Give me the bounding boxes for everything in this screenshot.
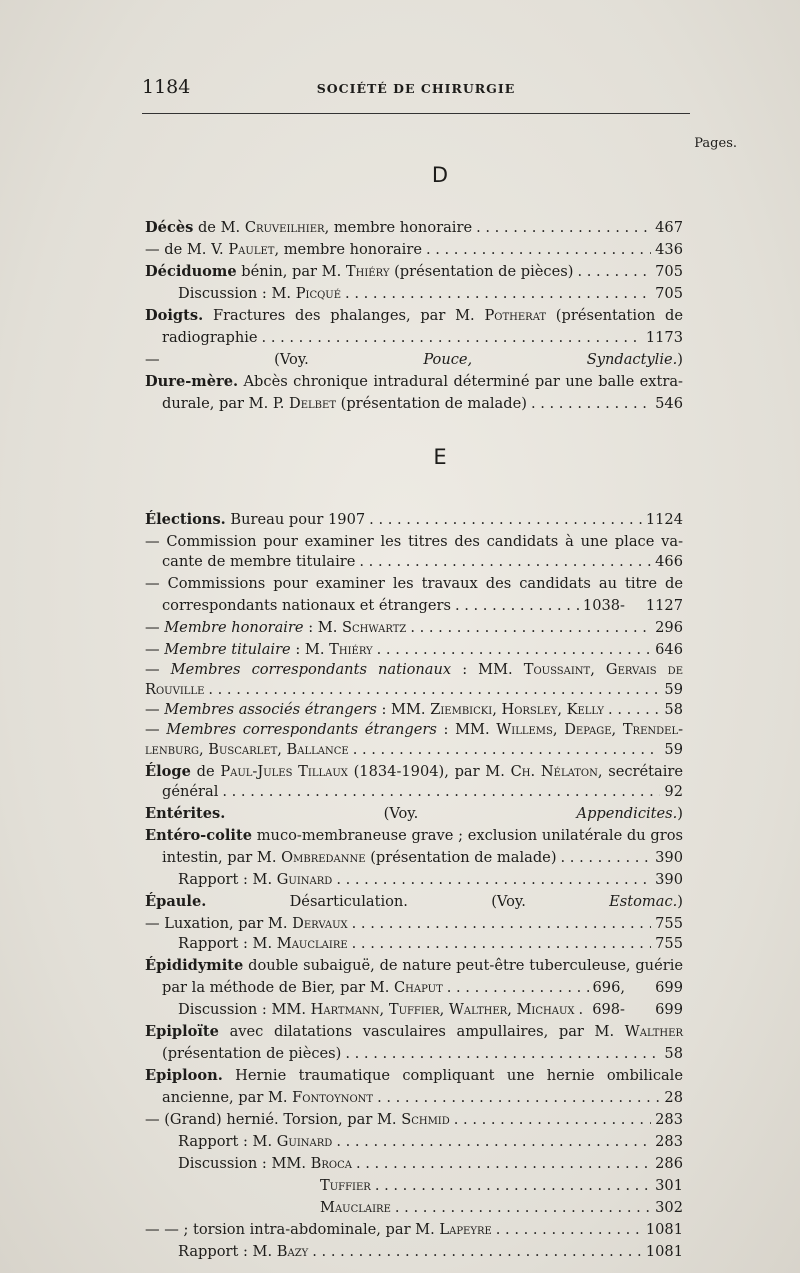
- entry-text: correspondants nationaux et étrangers: [162, 597, 451, 614]
- entry-text: ancienne, par M. Fontoynont: [162, 1089, 374, 1106]
- index-entry-line: [145, 574, 683, 594]
- dot-leader: [353, 740, 661, 760]
- entry-text: — Membre honoraire : M. Schwartz: [145, 619, 407, 636]
- page-number: 1184: [142, 76, 191, 98]
- entry-text: — (Voy. Pouce, Syndactylie.): [145, 351, 683, 368]
- dot-leader: [369, 510, 642, 530]
- index-entry-line: [162, 978, 683, 998]
- index-entry-line: [162, 1088, 683, 1108]
- entry-text: Tuffier: [320, 1177, 371, 1194]
- index-entry-line: [145, 762, 683, 782]
- entry-page-number: 698-: [592, 1001, 625, 1018]
- index-entry-line: [145, 1022, 683, 1042]
- entry-page-number: 1081: [645, 1243, 683, 1260]
- index-entry-line: [145, 826, 683, 846]
- entry-page-number: 1038-: [582, 597, 625, 614]
- dot-leader: [345, 1044, 660, 1064]
- entry-page-number: 28: [664, 1089, 683, 1106]
- index-entry-line: [162, 552, 683, 572]
- entry-text: cante de membre titulaire: [162, 553, 356, 570]
- dot-leader: [579, 1000, 589, 1020]
- dot-leader: [455, 596, 579, 616]
- entry-text: général: [162, 783, 219, 800]
- entry-text: Discussion : MM. Hartmann, Tuffier, Walther, Michaux: [178, 1001, 575, 1018]
- entry-text: Mauclaire: [320, 1199, 391, 1216]
- dot-leader: [561, 848, 652, 868]
- entry-page-number: 301: [655, 1177, 683, 1194]
- index-entry-line: [145, 1110, 683, 1130]
- pages-column-label: Pages.: [694, 136, 737, 151]
- entry-text: lenburg, Buscarlet, Ballance: [145, 741, 349, 758]
- entry-page-number: 755: [655, 915, 683, 932]
- index-entry-line: [145, 740, 683, 760]
- index-entry-line: [162, 596, 683, 616]
- dot-leader: [352, 914, 652, 934]
- entry-page-number: 286: [655, 1155, 683, 1172]
- entry-text: — Membre titulaire : M. Thiéry: [145, 641, 373, 658]
- entry-text: intestin, par M. Ombredanne (présentation de malade): [162, 849, 557, 866]
- index-entry-line: [145, 618, 683, 638]
- entry-text: — de M. V. Paulet, membre honoraire: [145, 241, 422, 258]
- dot-leader: [345, 284, 651, 304]
- entry-page-number: 755: [655, 935, 683, 952]
- index-entry-line: [145, 372, 683, 392]
- index-entry-line: [145, 892, 683, 912]
- entry-page-number-secondary: 699: [655, 979, 683, 996]
- entry-page-number: 1173: [645, 329, 683, 346]
- index-entry-line: [145, 262, 683, 282]
- entry-text: — (Grand) hernié. Torsion, par M. Schmid: [145, 1111, 450, 1128]
- dot-leader: [454, 1110, 651, 1130]
- entry-text: — Commission pour examiner les titres des candidats à une place va-: [145, 533, 683, 550]
- entry-text: Éloge de Paul-Jules Tillaux (1834-1904), par M. Ch. Nélaton, secrétaire: [145, 763, 683, 780]
- entry-page-number: 1124: [645, 511, 683, 528]
- index-entry-line: [145, 804, 683, 824]
- entry-page-number: 59: [664, 741, 683, 758]
- entry-text: radiographie: [162, 329, 258, 346]
- entry-page-number: 302: [655, 1199, 683, 1216]
- index-entry-line: [145, 956, 683, 976]
- entry-text: Déciduome bénin, par M. Thiéry (présentation de pièces): [145, 263, 574, 280]
- entry-text: Épaule. Désarticulation. (Voy. Estomac.): [145, 893, 683, 910]
- entry-page-number: 92: [664, 783, 683, 800]
- running-head: [142, 76, 690, 102]
- index-entry-line: [145, 350, 683, 370]
- dot-leader: [608, 700, 660, 720]
- entry-text: — Membres correspondants nationaux : MM. Toussaint, Gervais de: [145, 661, 683, 678]
- index-entry-line: [145, 680, 683, 700]
- index-entry-line: [145, 914, 683, 934]
- dot-leader: [577, 262, 651, 282]
- dot-leader: [336, 870, 651, 890]
- entry-page-number: 59: [664, 681, 683, 698]
- dot-leader: [496, 1220, 642, 1240]
- entry-text: Epiploïte avec dilatations vasculaires ampullaires, par M. Walther: [145, 1023, 683, 1040]
- dot-leader: [356, 1154, 651, 1174]
- entry-text: Entérites. (Voy. Appendicites.): [145, 805, 683, 822]
- index-entry-line: [145, 218, 683, 238]
- index-entry-line: [178, 870, 683, 890]
- entry-text: (présentation de pièces): [162, 1045, 342, 1062]
- dot-leader: [262, 328, 642, 348]
- header-rule: [142, 113, 690, 114]
- entry-text: Rouville: [145, 681, 205, 698]
- journal-title: SOCIÉTÉ DE CHIRURGIE: [316, 81, 516, 96]
- entry-text: Discussion : M. Picqué: [178, 285, 342, 302]
- dot-leader: [208, 680, 660, 700]
- entry-page-number: 696,: [592, 979, 625, 996]
- entry-page-number: 296: [655, 619, 683, 636]
- entry-text: Rapport : M. Mauclaire: [178, 935, 348, 952]
- section-letter-e: E: [433, 445, 447, 469]
- entry-text: durale, par M. P. Delbet (présentation de malade): [162, 395, 527, 412]
- entry-text: — Luxation, par M. Dervaux: [145, 915, 348, 932]
- index-entry-line: [145, 510, 683, 530]
- dot-leader: [312, 1242, 642, 1262]
- index-entry-line: [320, 1176, 683, 1196]
- dot-leader: [531, 394, 651, 414]
- dot-leader: [426, 240, 651, 260]
- entry-page-number-secondary: 699: [655, 1001, 683, 1018]
- index-entry-line: [145, 306, 683, 326]
- entry-page-number: 705: [655, 263, 683, 280]
- dot-leader: [395, 1198, 651, 1218]
- index-entry-line: [145, 640, 683, 660]
- index-entry-line: [178, 1000, 683, 1020]
- entry-text: — — ; torsion intra-abdominale, par M. Lapeyre: [145, 1221, 492, 1238]
- dot-leader: [476, 218, 651, 238]
- entry-page-number: 546: [655, 395, 683, 412]
- entry-text: Dure-mère. Abcès chronique intradural déterminé par une balle extra-: [145, 373, 683, 390]
- index-entry-line: [162, 328, 683, 348]
- entry-page-number-secondary: 1127: [645, 597, 683, 614]
- index-entry-line: [178, 934, 683, 954]
- entry-text: Rapport : M. Bazy: [178, 1243, 309, 1260]
- index-entry-line: [145, 1066, 683, 1086]
- entry-text: Épididymite double subaiguë, de nature peut-être tuberculeuse, guérie: [145, 957, 683, 974]
- index-entry-line: [145, 1220, 683, 1240]
- entry-text: Élections. Bureau pour 1907: [145, 511, 366, 528]
- entry-page-number: 1081: [645, 1221, 683, 1238]
- entry-page-number: 58: [664, 1045, 683, 1062]
- entry-text: Décès de M. Cruveilhier, membre honoraire: [145, 219, 473, 236]
- entry-page-number: 283: [655, 1133, 683, 1150]
- entry-text: Entéro-colite muco-membraneuse grave ; exclusion unilatérale du gros: [145, 827, 683, 844]
- index-entry-line: [145, 700, 683, 720]
- entry-text: Epiploon. Hernie traumatique compliquant une hernie ombilicale: [145, 1067, 683, 1084]
- entry-page-number: 646: [655, 641, 683, 658]
- entry-text: Rapport : M. Guinard: [178, 871, 333, 888]
- dot-leader: [336, 1132, 651, 1152]
- index-entry-line: [320, 1198, 683, 1218]
- dot-leader: [352, 934, 651, 954]
- index-entry-line: [178, 284, 683, 304]
- entry-text: — Membres correspondants étrangers : MM. Willems, Depage, Trendel-: [145, 721, 684, 738]
- entry-page-number: 283: [655, 1111, 683, 1128]
- dot-leader: [222, 782, 660, 802]
- index-entry-line: [145, 240, 683, 260]
- dot-leader: [359, 552, 651, 572]
- index-entry-line: [162, 1044, 683, 1064]
- entry-text: par la méthode de Bier, par M. Chaput: [162, 979, 443, 996]
- dot-leader: [447, 978, 589, 998]
- entry-text: Discussion : MM. Broca: [178, 1155, 352, 1172]
- entry-page-number: 705: [655, 285, 683, 302]
- index-entry-line: [145, 532, 683, 552]
- dot-leader: [410, 618, 651, 638]
- entry-page-number: 58: [664, 701, 683, 718]
- entry-page-number: 466: [655, 553, 683, 570]
- index-entry-line: [162, 394, 683, 414]
- entry-text: — Commissions pour examiner les travaux des candidats au titre de: [145, 575, 683, 592]
- dot-leader: [375, 1176, 651, 1196]
- entry-page-number: 436: [655, 241, 683, 258]
- index-entry-line: [162, 848, 683, 868]
- index-entry-line: [145, 660, 683, 680]
- index-entry-line: [178, 1154, 683, 1174]
- index-entry-line: [178, 1242, 683, 1262]
- index-entry-line: [178, 1132, 683, 1152]
- entry-page-number: 390: [655, 849, 683, 866]
- entry-page-number: 390: [655, 871, 683, 888]
- entry-text: — Membres associés étrangers : MM. Ziembicki, Horsley, Kelly: [145, 701, 605, 718]
- entry-text: Rapport : M. Guinard: [178, 1133, 333, 1150]
- entry-text: Doigts. Fractures des phalanges, par M. Potherat (présentation de: [145, 307, 683, 324]
- dot-leader: [377, 1088, 660, 1108]
- entry-page-number: 467: [655, 219, 683, 236]
- index-entry-line: [145, 720, 683, 740]
- index-entry-line: [162, 782, 683, 802]
- dot-leader: [377, 640, 651, 660]
- section-letter-d: D: [431, 163, 449, 187]
